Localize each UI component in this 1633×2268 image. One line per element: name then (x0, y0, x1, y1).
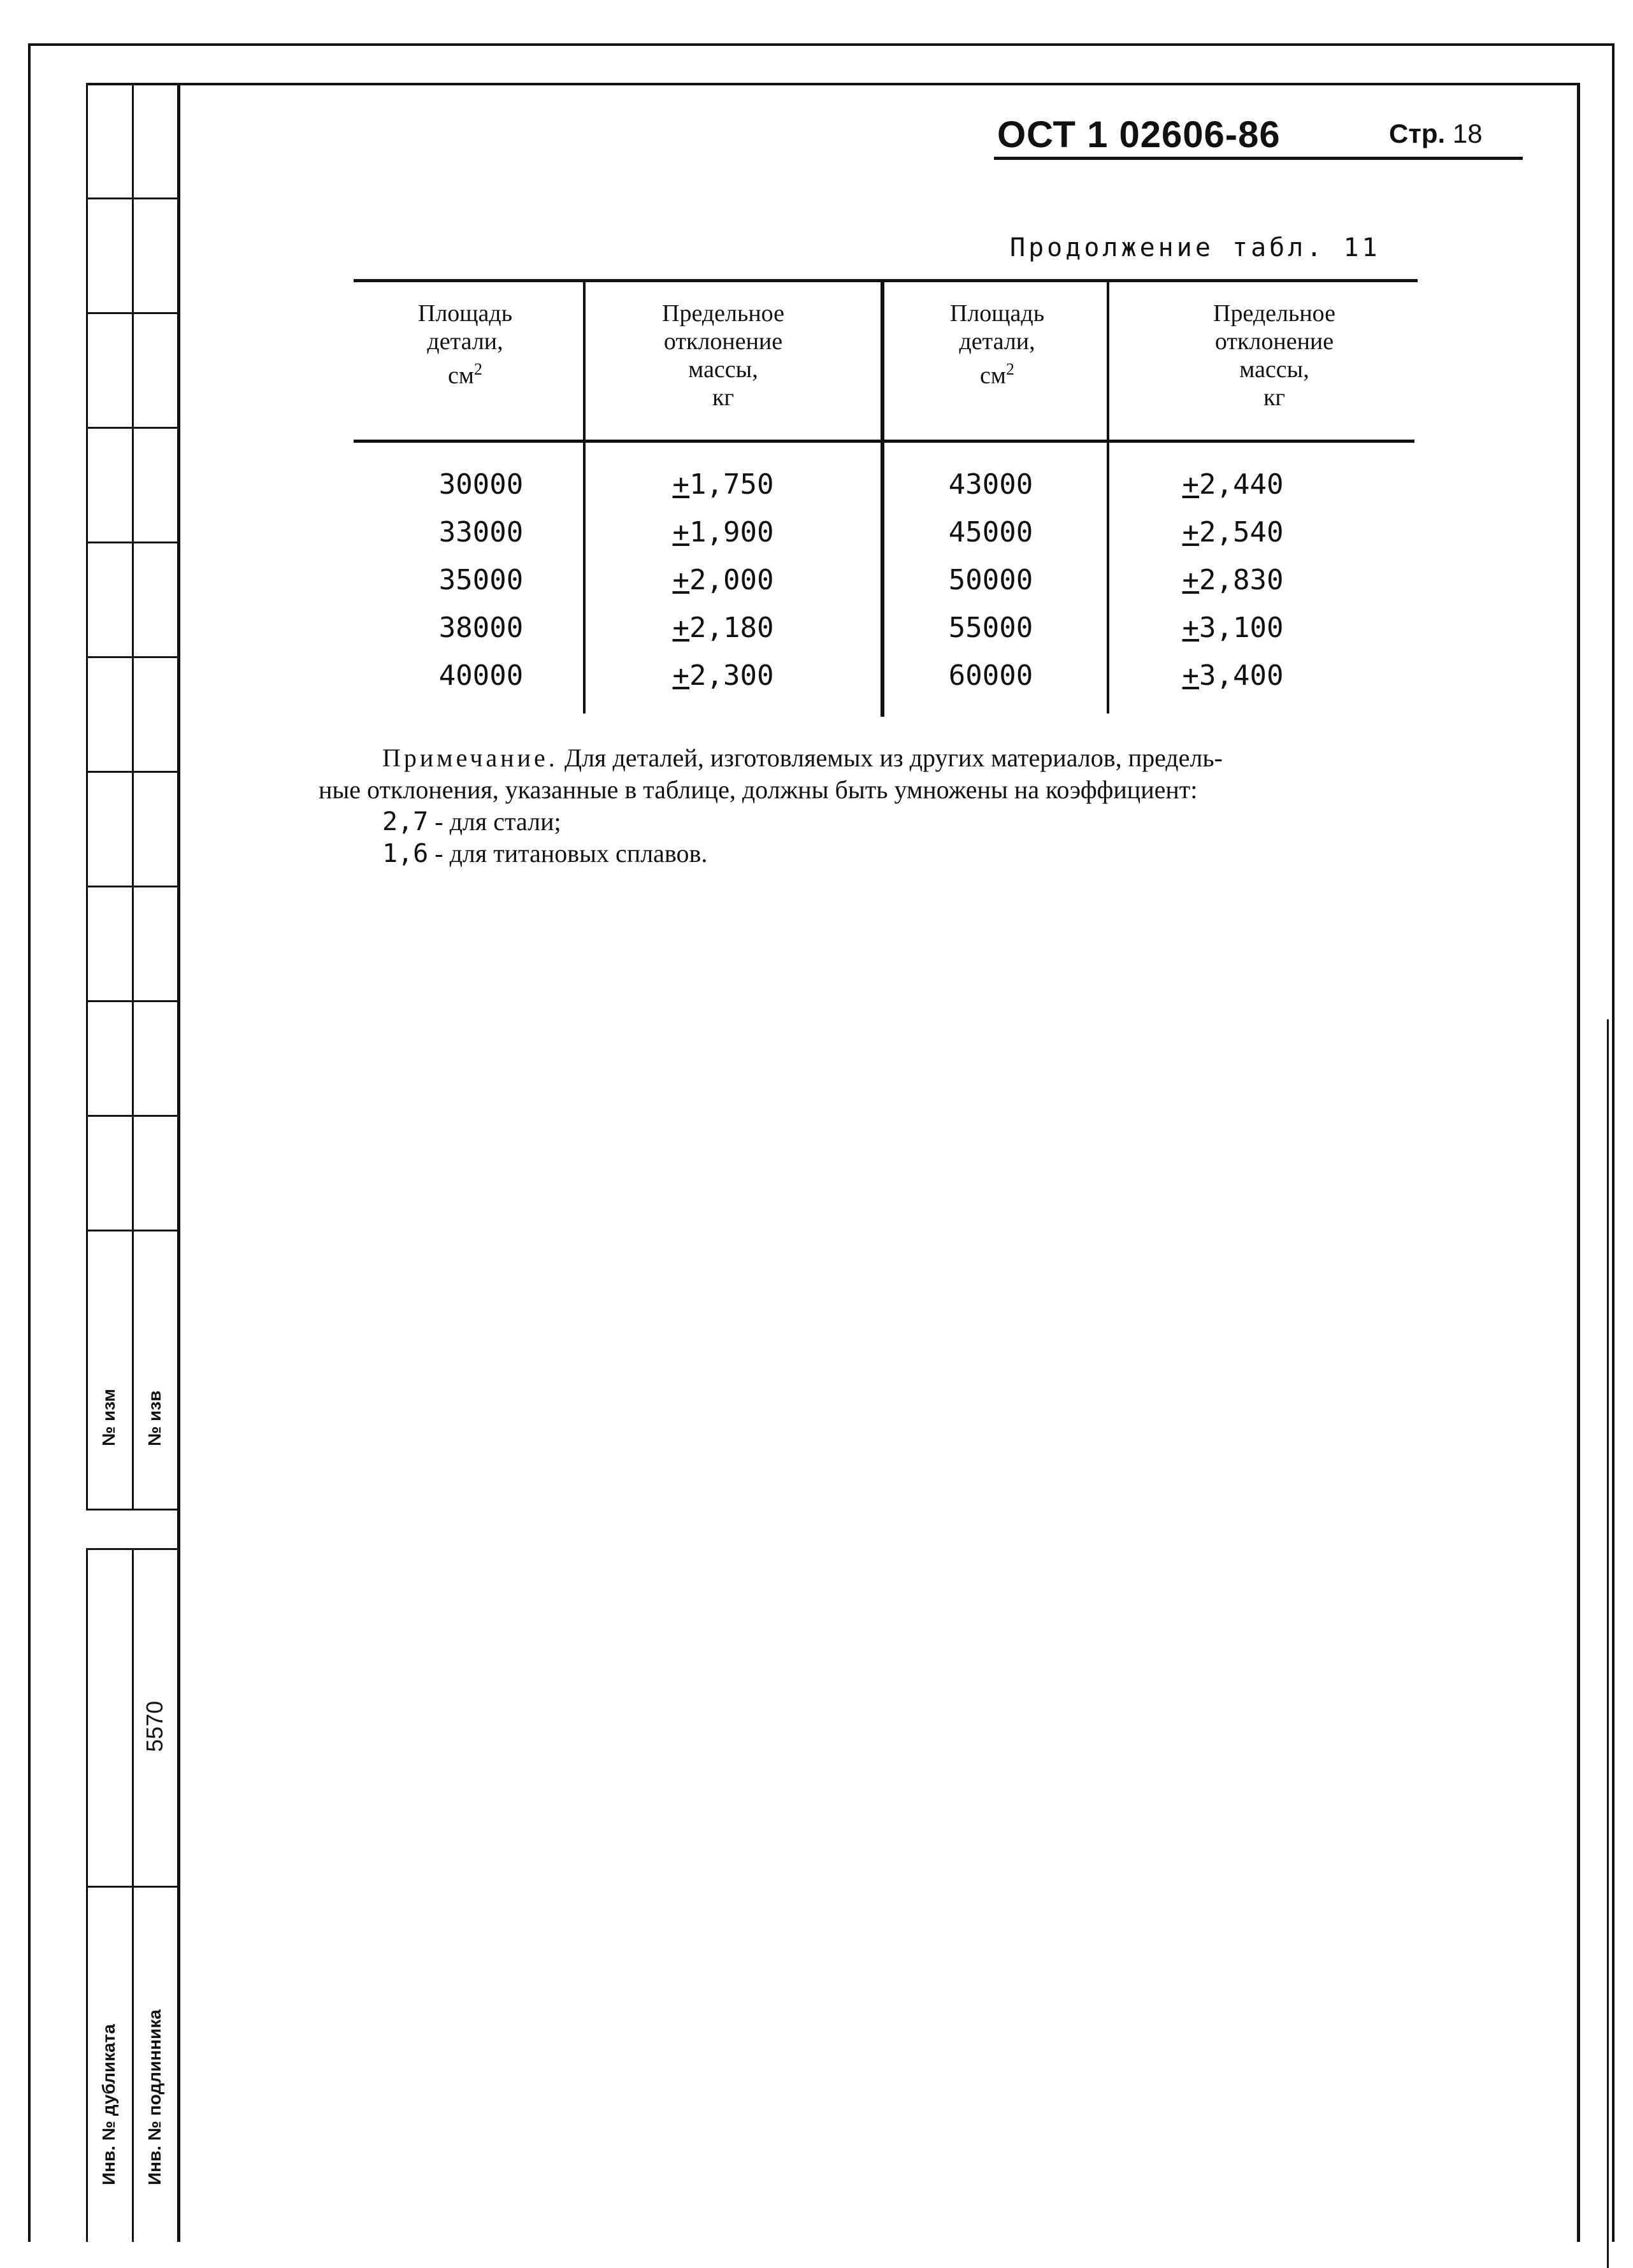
deviation-cell (628, 612, 819, 644)
col-header-area-1-l2: детали, (427, 328, 503, 355)
col-header-deviation-2-l2: отклонение (1214, 328, 1334, 355)
deviation-value: 2,300 (689, 659, 774, 692)
deviation-cell (1137, 516, 1328, 549)
header-underline (994, 157, 1523, 160)
plus-minus-sign: + (672, 468, 690, 501)
frame-right-mark (1607, 1019, 1609, 2268)
col-header-area-2-l2: детали, (959, 328, 1035, 355)
col-header-deviation-2-l3: массы, (1239, 356, 1309, 383)
margin-divider-2 (86, 312, 179, 314)
plus-minus-sign: + (1182, 612, 1200, 644)
deviation-value: 2,540 (1199, 516, 1284, 549)
deviation-cell (1137, 612, 1328, 644)
margin-divider-11 (86, 1509, 179, 1511)
note-item-steel-text: - для стали; (428, 807, 561, 836)
deviation-value: 2,830 (1199, 564, 1284, 596)
col-header-area-2 (902, 299, 1093, 390)
area-cell: 35000 (438, 564, 524, 596)
margin-divider-8 (86, 1000, 179, 1002)
area-cell: 30000 (438, 468, 524, 501)
note-line-2: ные отклонения, указанные в таблице, должны быть умножены на коэффициент: (319, 775, 1198, 804)
col-header-area-1-unit: см (448, 362, 474, 389)
table-top-rule (354, 279, 1418, 282)
col-header-area-2-unit: см (980, 362, 1006, 389)
deviation-value: 1,750 (689, 468, 774, 501)
plus-minus-sign: + (1182, 659, 1200, 692)
deviation-value: 3,400 (1199, 659, 1284, 692)
note-line-1 (382, 744, 1223, 772)
area-cell: 55000 (948, 612, 1033, 644)
note-line-1-text: Для деталей, изготовляемых из других материалов, предель- (564, 743, 1223, 772)
margin-col-mid (132, 83, 134, 1510)
page-label: Стр. (1389, 118, 1446, 148)
deviation-value: 3,100 (1199, 612, 1284, 644)
frame-outer-left (28, 46, 31, 2242)
col-header-deviation-1-l2: отклонение (663, 328, 783, 355)
col-header-deviation-1 (628, 299, 819, 412)
margin-divider-6 (86, 771, 179, 773)
podlinnik-label: Инв. № подлинника (145, 2009, 164, 2185)
deviation-cell (1137, 564, 1328, 596)
table-col-sep-2 (881, 280, 884, 717)
col-header-deviation-1-l4: кг (712, 384, 735, 411)
frame-outer-right (1612, 43, 1615, 2242)
plus-minus-sign: + (1182, 564, 1200, 596)
deviation-value: 2,180 (689, 612, 774, 644)
col-header-deviation-2-l4: кг (1263, 384, 1286, 411)
note-item-steel (382, 808, 561, 836)
col-header-deviation-2-l1: Предельное (1213, 300, 1335, 327)
deviation-cell (1137, 468, 1328, 501)
col-header-deviation-1-l1: Предельное (662, 300, 784, 327)
margin-divider-5 (86, 656, 179, 658)
frame-outer-top (28, 43, 1615, 46)
area-cell: 50000 (948, 564, 1033, 596)
area-cell: 43000 (948, 468, 1033, 501)
note-item-titanium (382, 840, 707, 868)
plus-minus-sign: + (672, 612, 690, 644)
frame-inner-left (177, 84, 180, 2242)
deviation-cell (628, 564, 819, 596)
margin-lower-col-left (86, 1548, 88, 2242)
table-col-sep-3 (1107, 280, 1109, 714)
deviation-cell (628, 468, 819, 501)
note-item-titanium-text: - для титановых сплавов. (428, 839, 708, 868)
margin-lower-divider (86, 1886, 179, 1888)
col-header-area-1-l1: Площадь (417, 300, 513, 327)
col-header-area-2-l1: Площадь (949, 300, 1045, 327)
col-header-area-1-sup: 2 (473, 360, 482, 378)
plus-minus-sign: + (672, 564, 690, 596)
margin-col-left (86, 83, 88, 1510)
frame-inner-right (1577, 83, 1580, 2242)
col-header-area-2-sup: 2 (1005, 360, 1014, 378)
deviation-cell (628, 659, 819, 692)
plus-minus-sign: + (1182, 468, 1200, 501)
col-header-deviation-1-l3: массы, (688, 356, 758, 383)
frame-inner-top (86, 83, 1580, 85)
margin-divider-7 (86, 886, 179, 887)
margin-divider-1 (86, 197, 179, 199)
plus-minus-sign: + (672, 516, 690, 549)
margin-divider-10 (86, 1230, 179, 1231)
area-cell: 33000 (438, 516, 524, 549)
margin-divider-4 (86, 542, 179, 543)
col-header-area-2-l3 (902, 355, 1093, 390)
deviation-value: 2,440 (1199, 468, 1284, 501)
deviation-cell (1137, 659, 1328, 692)
margin-divider-3 (86, 427, 179, 429)
deviation-value: 2,000 (689, 564, 774, 596)
col-header-deviation-2 (1179, 299, 1370, 412)
margin-lower-col-mid (132, 1548, 134, 2242)
izm-label: № изм (99, 1388, 119, 1446)
note-label: Примечание. (382, 743, 558, 772)
podlinnik-number: 5570 (141, 1700, 168, 1752)
plus-minus-sign: + (1182, 516, 1200, 549)
deviation-cell (628, 516, 819, 549)
izv-label: № изв (145, 1390, 164, 1446)
area-cell: 40000 (438, 659, 524, 692)
dublikat-label: Инв. № дубликата (99, 2024, 119, 2185)
col-header-area-1 (370, 299, 561, 390)
document-code: ОСТ 1 02606-86 (997, 114, 1281, 155)
page-number-value: 18 (1452, 118, 1483, 148)
area-cell: 45000 (948, 516, 1033, 549)
table-col-sep-1 (583, 280, 586, 714)
note-item-titanium-value: 1,6 (382, 839, 429, 868)
note-item-steel-value: 2,7 (382, 807, 429, 836)
margin-divider-9 (86, 1115, 179, 1117)
area-cell: 60000 (948, 659, 1033, 692)
page-number (1389, 118, 1483, 149)
deviation-value: 1,900 (689, 516, 774, 549)
plus-minus-sign: + (672, 659, 690, 692)
col-header-area-1-l3 (370, 355, 561, 390)
table-caption: Продолжение табл. 11 (1010, 233, 1381, 262)
area-cell: 38000 (438, 612, 524, 644)
